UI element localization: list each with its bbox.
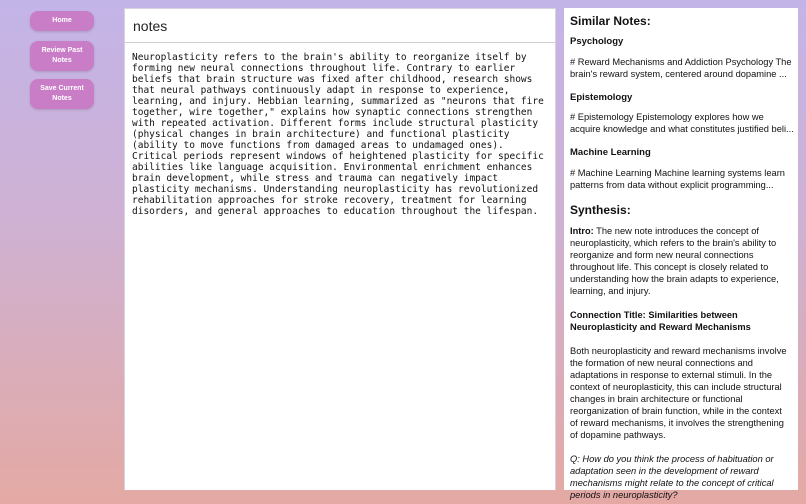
- note-body-textarea[interactable]: [125, 44, 555, 490]
- similar-note-snippet: brain's reward system, centered around dopamine ...: [570, 68, 787, 79]
- similar-note-snippet: # Reward Mechanisms and Addiction Psychology The: [570, 56, 792, 67]
- review-past-notes-button[interactable]: Review Past Notes: [30, 41, 94, 71]
- connection-body: Both neuroplasticity and reward mechanisms involve the formation of new neural connections and adaptations in response to external stimuli. In the context of neuroplasticity, this can include structural changes in brain architecture or functional reorganization of brain function, while in the context of reward mechanisms, it involves the strengthening of dopamine pathways.: [570, 345, 787, 440]
- intro-label: Intro:: [570, 225, 594, 236]
- synthesis-heading: Synthesis:: [570, 202, 631, 217]
- home-button[interactable]: Home: [30, 11, 94, 31]
- synthesis-question: Q: How do you think the process of habituation or adaptation seen in the development of reward mechanisms might relate to the concept of critical periods in neuroplasticity?: [570, 453, 774, 500]
- note-editor: [124, 8, 556, 490]
- similar-notes-heading: Similar Notes:: [570, 14, 651, 28]
- similar-note-snippet: # Epistemology Epistemology explores how we: [570, 112, 764, 122]
- synthesis-intro: [570, 225, 792, 297]
- similar-note-title: Psychology: [570, 36, 624, 47]
- note-title-input[interactable]: [125, 9, 555, 43]
- similar-note-snippet: # Machine Learning Machine learning systems learn: [570, 167, 785, 178]
- similar-note-psychology[interactable]: [570, 36, 792, 80]
- similar-note-epistemology[interactable]: [570, 92, 792, 136]
- save-current-notes-button[interactable]: Save Current Notes: [30, 79, 94, 109]
- similar-note-title: Machine Learning: [570, 147, 651, 158]
- similar-note-title: Epistemology: [570, 91, 633, 103]
- similar-note-snippet: patterns from data without explicit programming...: [570, 179, 774, 190]
- insights-panel: [564, 8, 798, 500]
- similar-note-machine-learning[interactable]: [570, 147, 792, 191]
- similar-note-snippet: acquire knowledge and what constitutes justified beli...: [570, 124, 794, 134]
- connection-title: Connection Title: Similarities between Neuroplasticity and Reward Mechanisms: [570, 309, 751, 332]
- intro-text: The new note introduces the concept of neuroplasticity, which refers to the brain's ability to reorganize and form new neural connections throughout life. This concept is closely related to understanding how the brain adapts to experience, learning, and injury.: [570, 225, 779, 296]
